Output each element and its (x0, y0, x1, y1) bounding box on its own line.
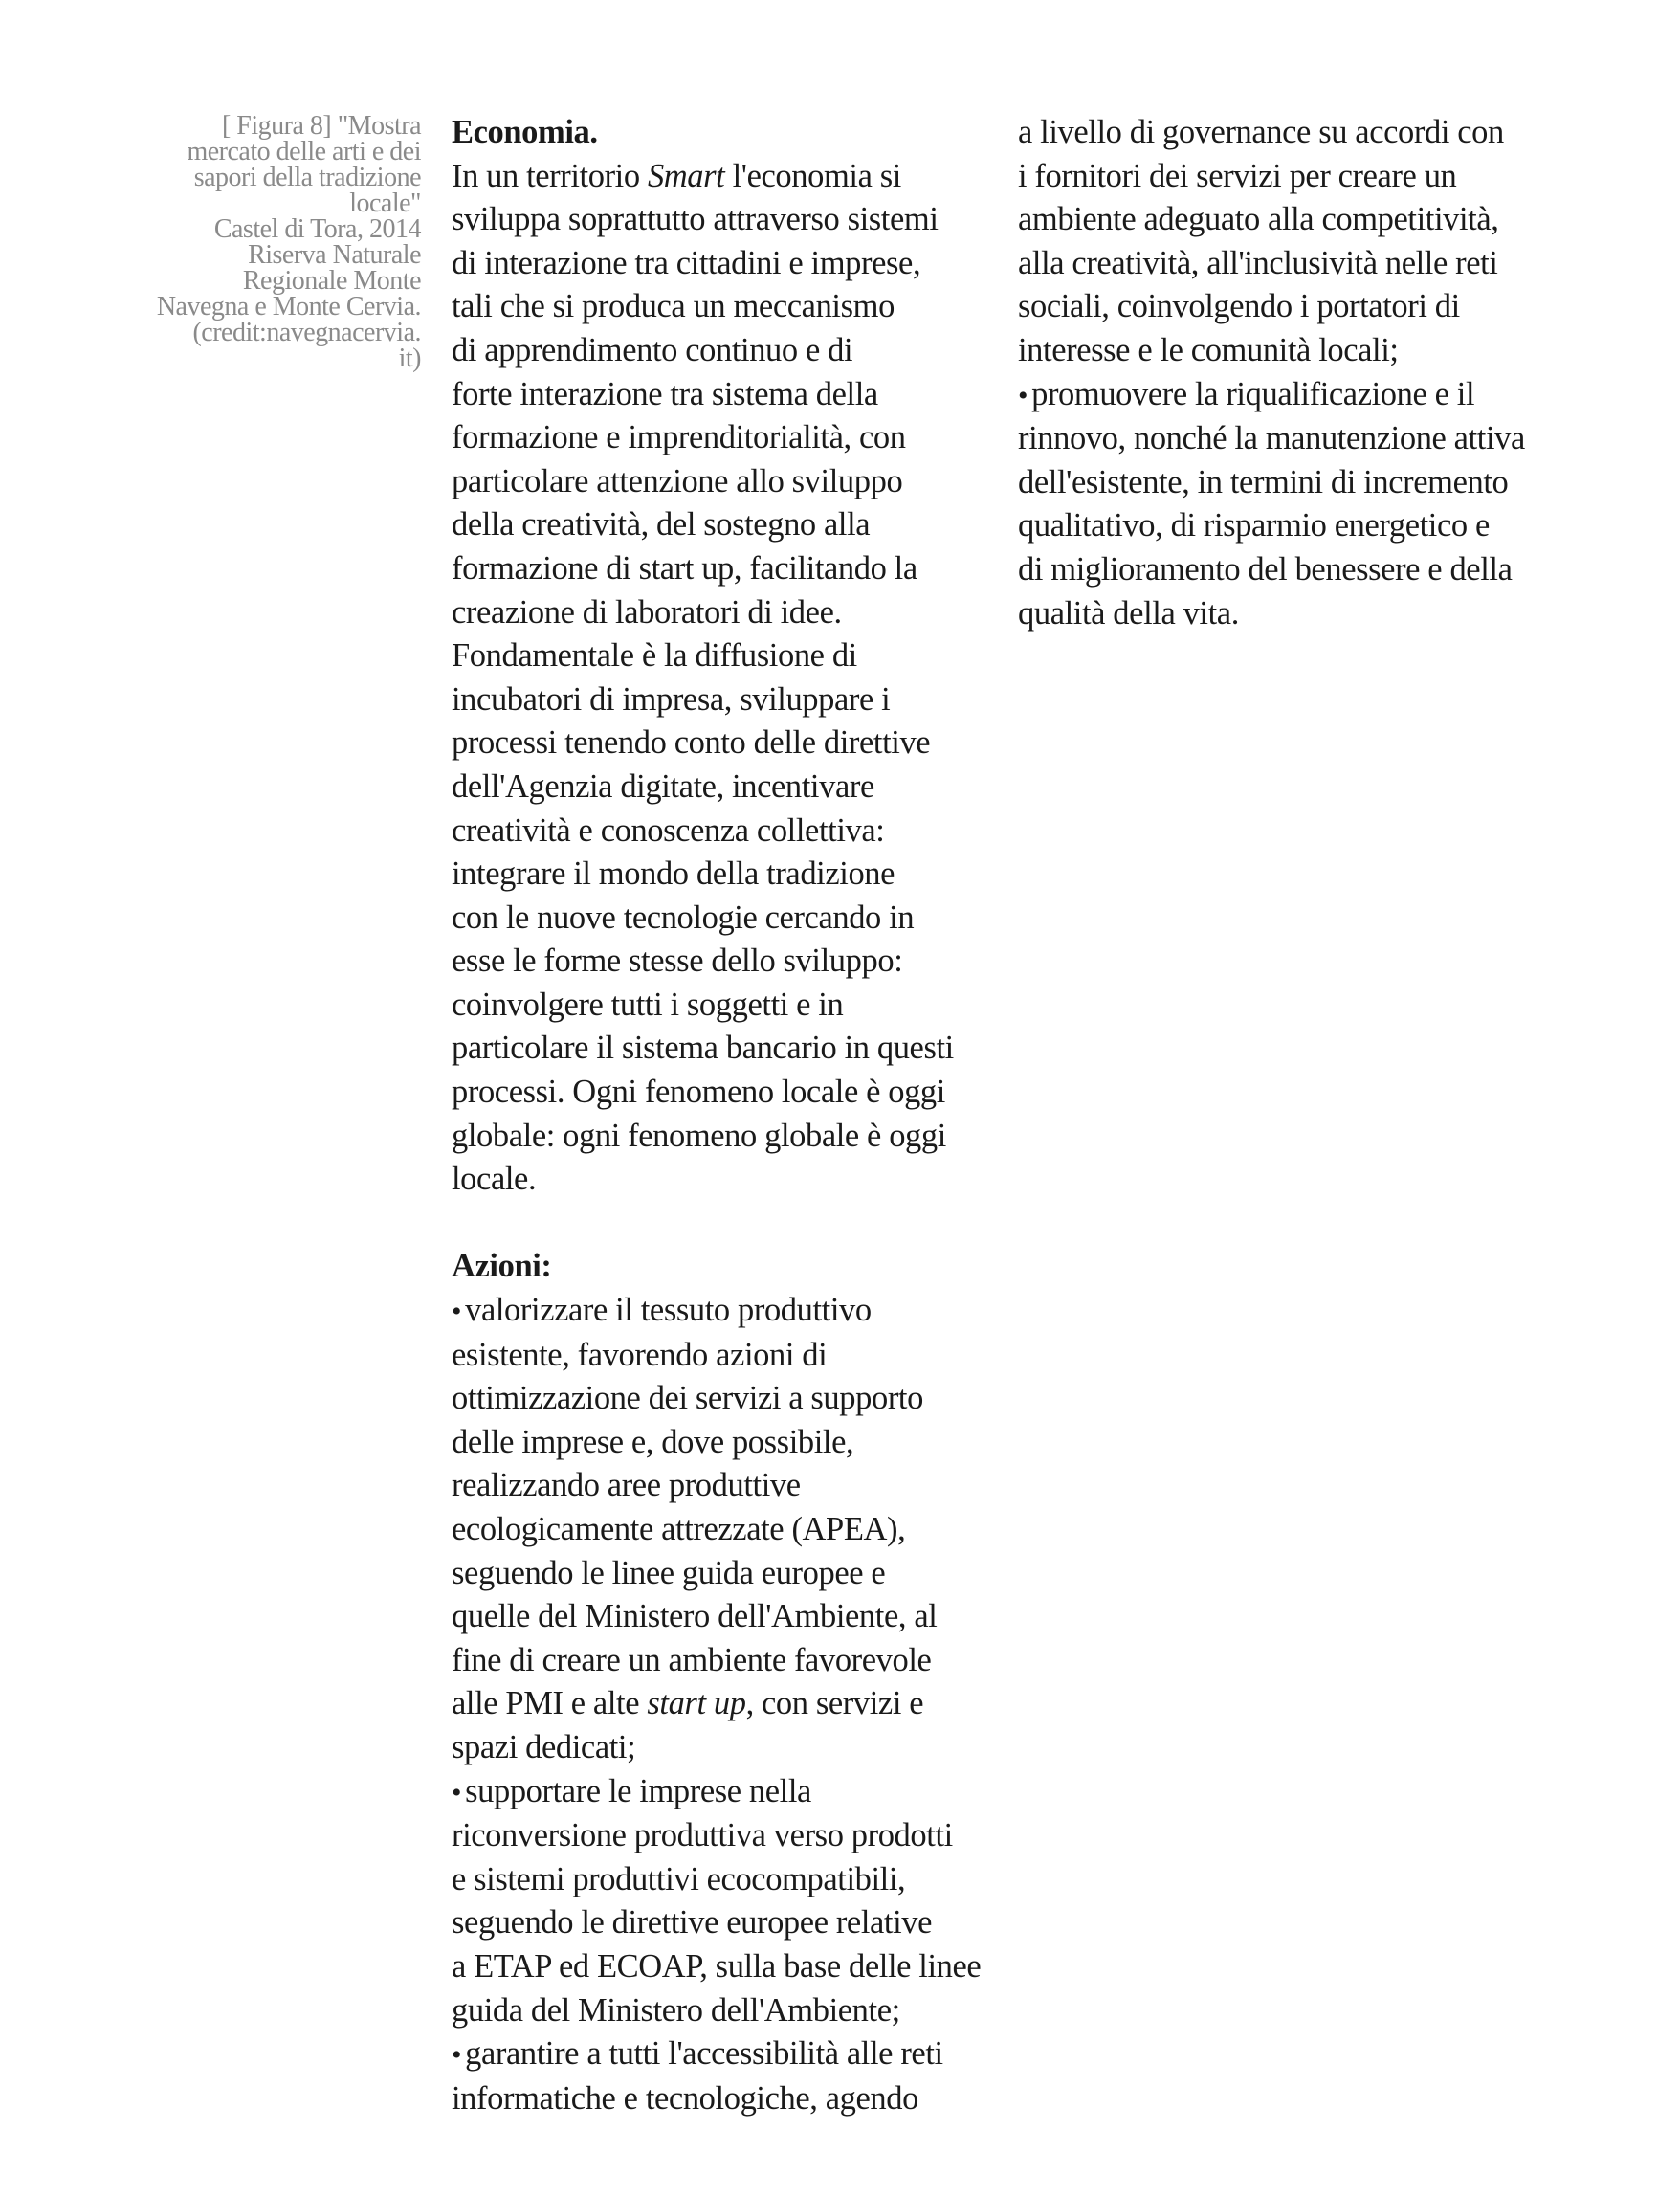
bullet-line: i fornitori dei servizi per creare un (1018, 157, 1457, 194)
bullet-line: alla creatività, all'inclusività nelle reti (1018, 244, 1498, 281)
caption-line: sapori della tradizione (193, 163, 421, 192)
paragraph-line: incubatori di impresa, sviluppare i (452, 680, 891, 718)
bullet-line: realizzando aree produttive (452, 1467, 801, 1504)
bullet-line: seguendo le direttive europee relative (452, 1904, 933, 1942)
bullet-line: informatiche e tecnologiche, agendo (452, 2079, 918, 2117)
text-span: garantire a tutti l'accessibilità alle reti (465, 2035, 943, 2073)
bullet-line: quelle del Ministero dell'Ambiente, al (452, 1598, 938, 1635)
bullet-line: qualitativo, di risparmio energetico e (1018, 507, 1490, 544)
emphasis-smart: Smart (647, 157, 725, 194)
paragraph-line: forte interazione tra sistema della (452, 375, 878, 412)
paragraph-line: globale: ogni fenomeno globale è oggi (452, 1117, 946, 1154)
bullet-line (452, 1682, 1016, 1726)
text-span: alle PMI e alte (452, 1685, 648, 1722)
bullet-line (452, 1289, 1016, 1334)
paragraph-line: dell'Agenzia digitate, incentivare (452, 767, 874, 805)
paragraph-line: integrare il mondo della tradizione (452, 855, 895, 893)
bullet-line: fine di creare un ambiente favorevole (452, 1641, 932, 1678)
caption-line: Navegna e Monte Cervia. (156, 292, 421, 322)
text-column-right (1018, 111, 1630, 635)
caption-line: Castel di Tora, 2014 (213, 214, 421, 244)
paragraph-line: tali che si produca un meccanismo (452, 288, 895, 325)
text-span: promuovere la riqualificazione e il (1031, 375, 1475, 412)
paragraph-line: di apprendimento continuo e di (452, 331, 853, 368)
bullet-line: esistente, favorendo azioni di (452, 1336, 828, 1373)
bullet-line (452, 1770, 1016, 1815)
bullet-line: riconversione produttiva verso prodotti (452, 1817, 953, 1854)
caption-line: [ Figura 8] "Mostra (221, 111, 421, 141)
paragraph-line: creatività e conoscenza collettiva: (452, 811, 885, 849)
bullet-icon: • (452, 1296, 462, 1328)
paragraph-line (452, 155, 1016, 199)
paragraph-line: della creatività, del sostegno alla (452, 506, 871, 544)
bullet-line: ecologicamente attrezzate (APEA), (452, 1511, 906, 1547)
paragraph-line: di interazione tra cittadini e imprese, (452, 244, 921, 281)
paragraph-line: coinvolgere tutti i soggetti e in (452, 986, 844, 1023)
bullet-line: rinnovo, nonché la manutenzione attiva (1018, 420, 1525, 457)
bullet-line: ottimizzazione dei servizi a supporto (452, 1380, 923, 1417)
text-column-left (452, 111, 1016, 2120)
caption-line: (credit:navegnacervia. (192, 318, 421, 347)
bullet-line: interesse e le comunità locali; (1018, 331, 1399, 368)
paragraph-line: esse le forme stesse dello sviluppo: (452, 943, 903, 980)
paragraph-line: particolare attenzione allo sviluppo (452, 462, 903, 499)
bullet-line: dell'esistente, in termini di incremento (1018, 463, 1509, 500)
bullet-line: di miglioramento del benessere e della (1018, 550, 1513, 588)
bullet-line (452, 2032, 1016, 2077)
caption-line: locale" (349, 189, 421, 218)
text-span: In un territorio (452, 157, 648, 194)
paragraph-line: con le nuove tecnologie cercando in (452, 899, 915, 936)
caption-line: Riserva Naturale (248, 240, 421, 270)
caption-line: it) (398, 344, 421, 373)
text-span: valorizzare il tessuto produttivo (465, 1292, 872, 1329)
emphasis-start-up: start up (647, 1685, 746, 1722)
bullet-icon: • (452, 1776, 462, 1809)
bullet-line: seguendo le linee guida europee e (452, 1554, 886, 1591)
bullet-line: delle imprese e, dove possibile, (452, 1423, 854, 1460)
paragraph-line: creazione di laboratori di idee. (452, 593, 842, 631)
bullet-line: spazi dedicati; (452, 1728, 636, 1765)
paragraph-spacer (452, 1202, 1016, 1246)
paragraph-line: formazione e imprenditorialità, con (452, 419, 906, 456)
section-heading-economia: Economia. (452, 114, 598, 150)
bullet-line: a ETAP ed ECOAP, sulla base delle linee (452, 1947, 982, 1985)
paragraph-line: processi tenendo conto delle direttive (452, 724, 931, 762)
caption-line: mercato delle arti e dei (187, 137, 421, 166)
text-span: , con servizi e (745, 1685, 924, 1722)
bullet-line: ambiente adeguato alla competitività, (1018, 201, 1499, 238)
bullet-line: e sistemi produttivi ecocompatibili, (452, 1860, 906, 1897)
paragraph-line: particolare il sistema bancario in questi (452, 1030, 954, 1067)
bullet-line: guida del Ministero dell'Ambiente; (452, 1991, 900, 2029)
bullet-line (1018, 373, 1630, 418)
bullet-icon: • (1018, 379, 1028, 411)
paragraph-line: locale. (452, 1161, 537, 1198)
bullet-icon: • (452, 2039, 462, 2072)
bullet-line: sociali, coinvolgendo i portatori di (1018, 288, 1460, 325)
paragraph-line: sviluppa soprattutto attraverso sistemi (452, 201, 939, 238)
paragraph-line: formazione di start up, facilitando la (452, 549, 917, 587)
text-span: supportare le imprese nella (465, 1772, 811, 1809)
bullet-line: qualità della vita. (1018, 594, 1239, 632)
paragraph-line: Fondamentale è la diffusione di (452, 637, 857, 675)
caption-line: Regionale Monte (242, 266, 421, 296)
figure-caption (105, 113, 421, 371)
bullet-line: a livello di governance su accordi con (1018, 114, 1504, 150)
section-heading-azioni: Azioni: (452, 1248, 552, 1285)
text-span: l'economia si (724, 157, 901, 194)
paragraph-line: processi. Ogni fenomeno locale è oggi (452, 1074, 945, 1111)
